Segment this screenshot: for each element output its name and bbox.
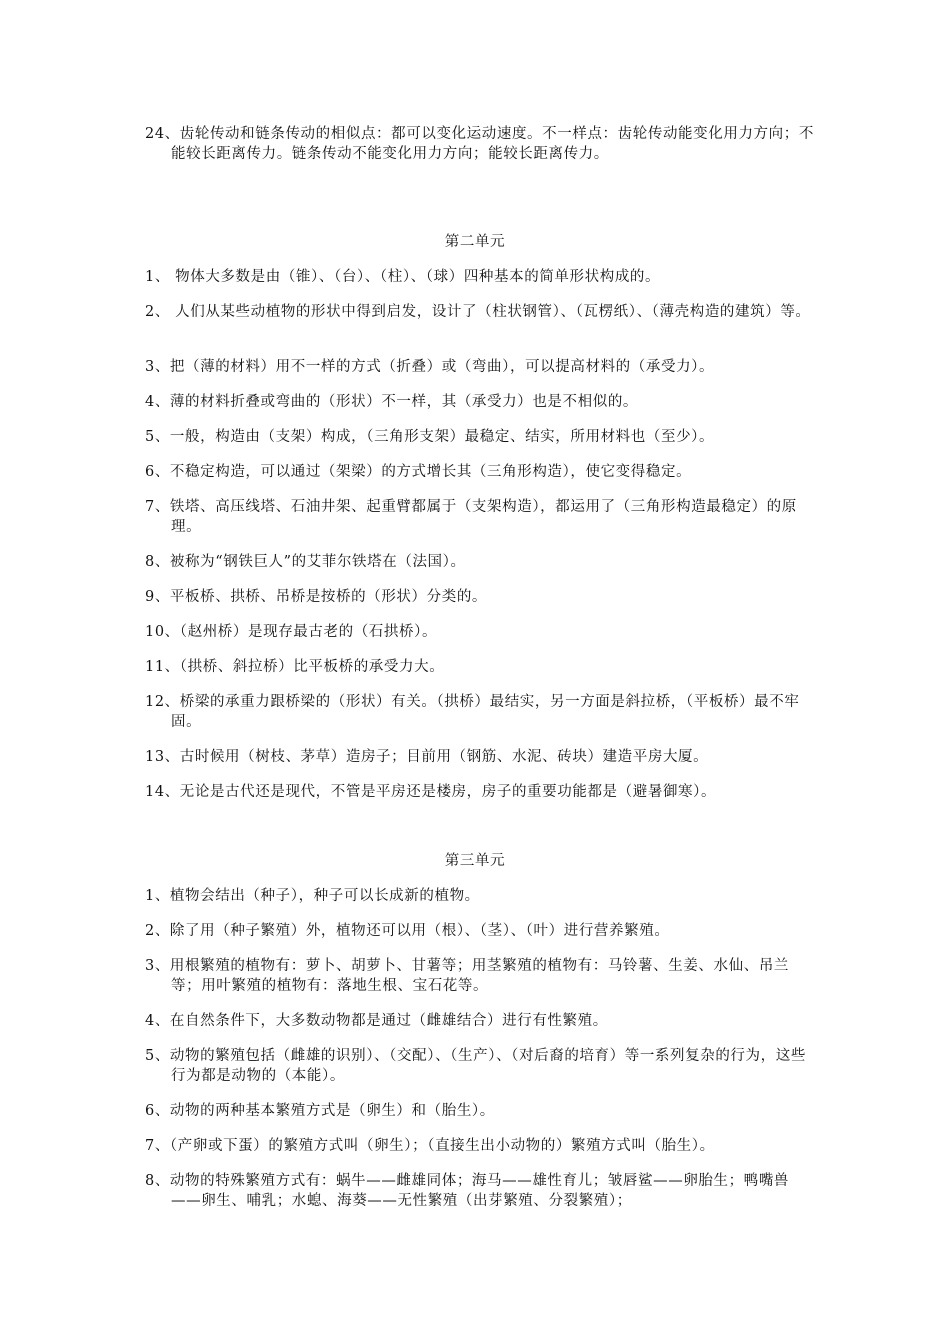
list-item: 11、（拱桥、斜拉桥）比平板桥的承受力大。 <box>145 659 445 675</box>
list-item: 3、用根繁殖的植物有：萝卜、胡萝卜、甘薯等；用茎繁殖的植物有：马铃薯、生姜、水仙、吊兰等；用叶繁殖的植物有：落地生根、宝石花等。 <box>145 958 790 994</box>
list-item: 13、古时候用（树枝、茅草）造房子；目前用（钢筋、水泥、砖块）建造平房大厦。 <box>145 749 709 765</box>
list-item: 5、一般，构造由（支架）构成，（三角形支架）最稳定、结实，所用材料也（至少）。 <box>145 429 715 445</box>
list-item: 8、动物的特殊繁殖方式有：蜗牛——雌雄同体；海马——雄性育儿；皱唇鲨——卵胎生；鸭嘴兽——卵生、哺乳；水螅、海葵——无性繁殖（出芽繁殖、分裂繁殖）； <box>145 1173 790 1209</box>
section-title-unit3: 第三单元 <box>444 853 506 869</box>
list-item-gear-chain: 24、齿轮传动和链条传动的相似点：都可以变化运动速度。不一样点：齿轮传动能变化用力方向；不能较长距离传力。链条传动不能变化用力方向；能较长距离传力。 <box>145 126 814 162</box>
list-item: 7、铁塔、高压线塔、石油井架、起重臂都属于（支架构造），都运用了（三角形构造最稳定）的原理。 <box>145 499 797 535</box>
list-item: 3、把（薄的材料）用不一样的方式（折叠）或（弯曲），可以提高材料的（承受力）。 <box>145 359 715 375</box>
list-item: 1、植物会结出（种子），种子可以长成新的植物。 <box>145 888 480 904</box>
list-item: 8、被称为“钢铁巨人”的艾菲尔铁塔在（法国）。 <box>145 554 466 570</box>
list-item: 9、平板桥、拱桥、吊桥是按桥的（形状）分类的。 <box>145 589 488 605</box>
list-item: 4、薄的材料折叠或弯曲的（形状）不一样，其（承受力）也是不相似的。 <box>145 394 639 410</box>
list-item: 7、（产卵或下蛋）的繁殖方式叫（卵生）；（直接生出小动物的）繁殖方式叫（胎生）。 <box>145 1138 715 1154</box>
list-item: 2、除了用（种子繁殖）外，植物还可以用（根）、（茎）、（叶）进行营养繁殖。 <box>145 923 670 939</box>
list-item: 12、桥梁的承重力跟桥梁的（形状）有关。（拱桥）最结实，另一方面是斜拉桥，（平板桥）最不牢固。 <box>145 694 800 730</box>
list-item: 2、 人们从某些动植物的形状中得到启发，设计了（柱状钢管）、（瓦楞纸）、（薄壳构造的建筑）等。 <box>145 304 811 320</box>
section-title-unit2: 第二单元 <box>444 234 506 250</box>
list-item: 6、不稳定构造，可以通过（架梁）的方式增长其（三角形构造），使它变得稳定。 <box>145 464 692 480</box>
list-item: 1、 物体大多数是由（锥）、（台）、（柱）、（球）四种基本的简单形状构成的。 <box>145 269 661 285</box>
list-item: 5、动物的繁殖包括（雌雄的识别）、（交配）、（生产）、（对后裔的培育）等一系列复杂的行为，这些行为都是动物的（本能）。 <box>145 1048 806 1084</box>
list-item: 14、无论是古代还是现代，不管是平房还是楼房，房子的重要功能都是（避暑御寒）。 <box>145 784 717 800</box>
list-item: 4、在自然条件下，大多数动物都是通过（雌雄结合）进行有性繁殖。 <box>145 1013 608 1029</box>
list-item: 10、（赵州桥）是现存最古老的（石拱桥）。 <box>145 624 438 640</box>
list-item: 6、动物的两种基本繁殖方式是（卵生）和（胎生）。 <box>145 1103 495 1119</box>
